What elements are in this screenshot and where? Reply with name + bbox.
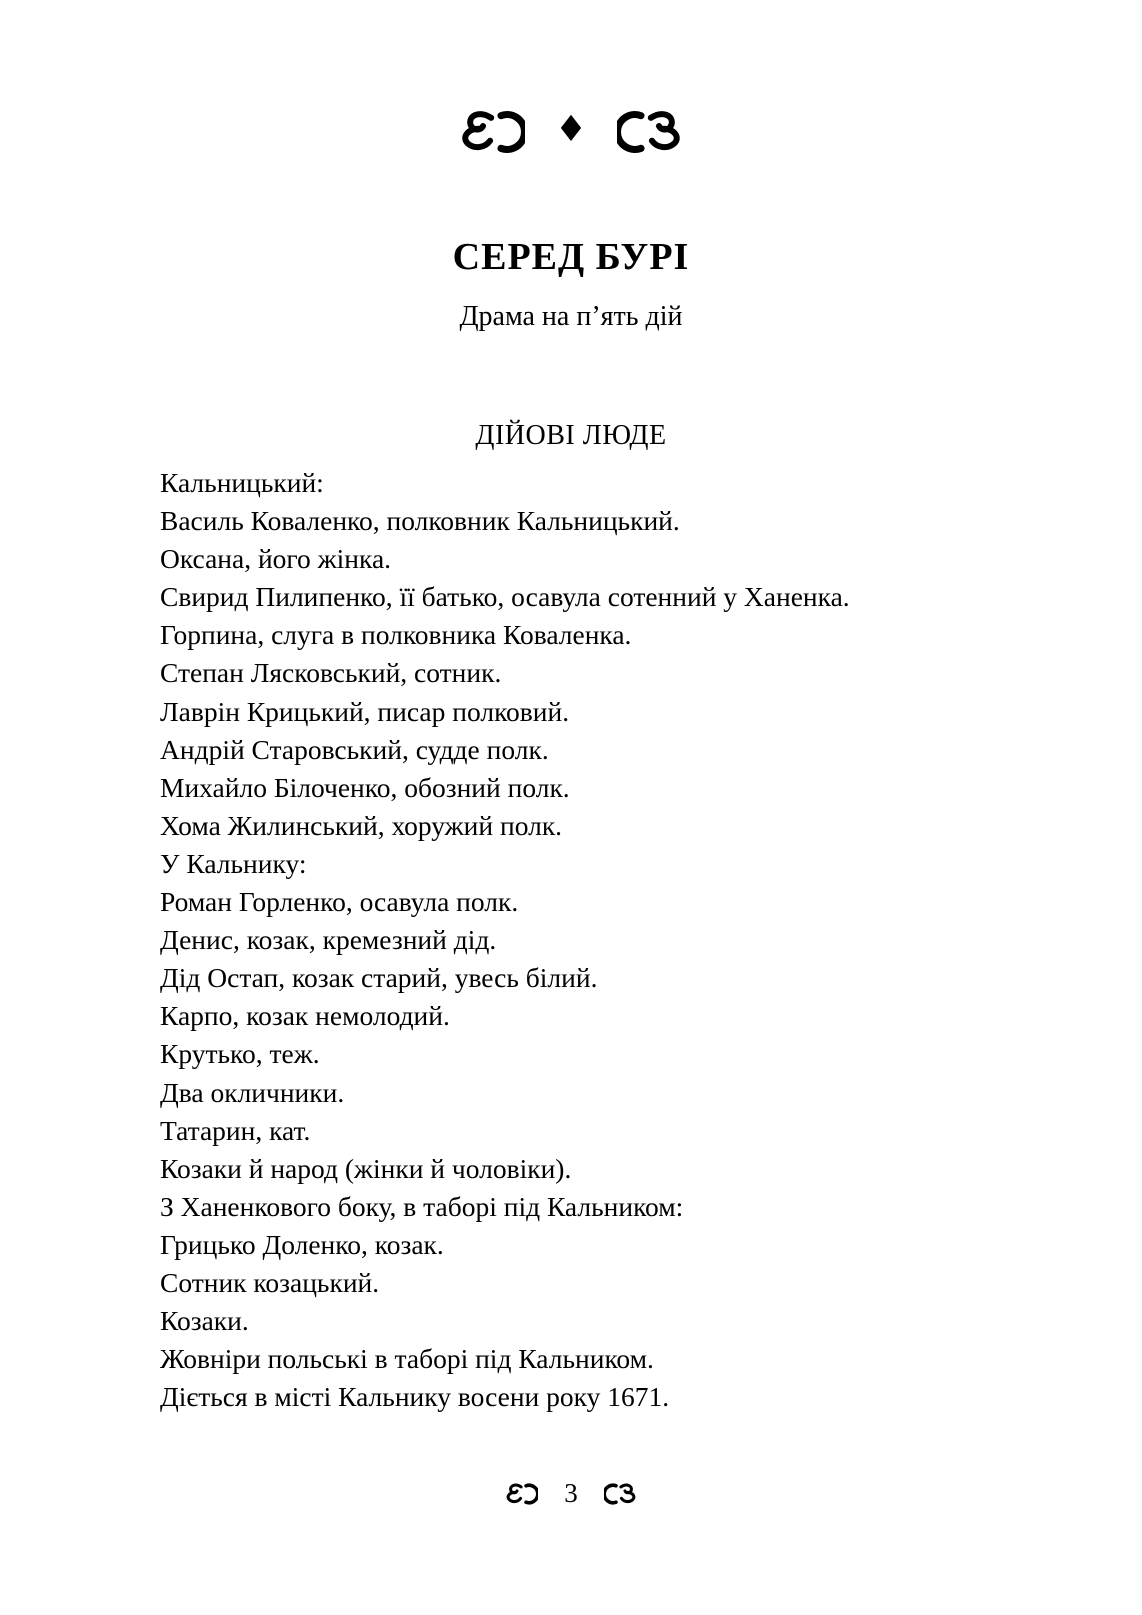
cast-line: З Ханенкового боку, в таборі під Кальником: bbox=[160, 1190, 684, 1222]
page-title: СЕРЕД БУРІ bbox=[452, 236, 690, 279]
cast-line: Лаврін Крицький, писар полковий. bbox=[160, 695, 570, 727]
cast-heading: ДІЙОВІ ЛЮДЕ bbox=[475, 420, 667, 451]
page-number: 3 bbox=[564, 1478, 578, 1508]
fleuron-left-icon bbox=[453, 108, 525, 156]
header-ornament bbox=[0, 108, 1142, 156]
cast-line: Діється в місті Кальнику восени року 1671. bbox=[160, 1381, 670, 1413]
cast-line: Степан Лясковський, сотник. bbox=[160, 657, 502, 689]
subtitle: Драма на п’ять дій bbox=[459, 301, 683, 332]
cast-line: Грицько Доленко, козак. bbox=[160, 1228, 444, 1260]
cast-line: Крутько, теж. bbox=[160, 1038, 320, 1070]
cast-line: Карпо, козак немолодий. bbox=[160, 1000, 450, 1032]
cast-line: Свирид Пилипенко, її батько, осавула сотенний у Ханенка. bbox=[160, 581, 850, 613]
cast-line: Татарин, кат. bbox=[160, 1114, 311, 1146]
cast-line: Михайло Білоченко, обозний полк. bbox=[160, 771, 570, 803]
cast-line: Сотник козацький. bbox=[160, 1266, 380, 1298]
cast-line: Денис, козак, кремезний дід. bbox=[160, 924, 497, 956]
cast-line: Жовніри польські в таборі під Кальником. bbox=[160, 1343, 654, 1375]
cast-line: Оксана, його жінка. bbox=[160, 543, 392, 575]
cast-line: Дід Остап, козак старий, увесь білий. bbox=[160, 962, 598, 994]
cast-list bbox=[160, 464, 1032, 1416]
cast-line: У Кальнику: bbox=[160, 847, 307, 879]
footer-fleuron-left-icon bbox=[502, 1482, 538, 1506]
diamond-icon: ♦ bbox=[554, 109, 588, 150]
cast-line: Козаки. bbox=[160, 1305, 249, 1337]
cast-line: Роман Горленко, осавула полк. bbox=[160, 886, 519, 918]
cast-line: Андрій Старовський, судде полк. bbox=[160, 733, 549, 765]
cast-line: Кальницький: bbox=[160, 467, 324, 498]
cast-line: Василь Коваленко, полковник Кальницький. bbox=[160, 505, 680, 537]
page-footer bbox=[0, 1478, 1142, 1509]
footer-fleuron-right-icon bbox=[604, 1482, 640, 1506]
cast-line: Козаки й народ (жінки й чоловіки). bbox=[160, 1152, 572, 1184]
cast-line: Хома Жилинський, хоружий полк. bbox=[160, 809, 563, 841]
cast-line: Горпина, слуга в полковника Коваленка. bbox=[160, 619, 632, 651]
cast-line: Два окличники. bbox=[160, 1076, 345, 1108]
fleuron-right-icon bbox=[617, 108, 689, 156]
